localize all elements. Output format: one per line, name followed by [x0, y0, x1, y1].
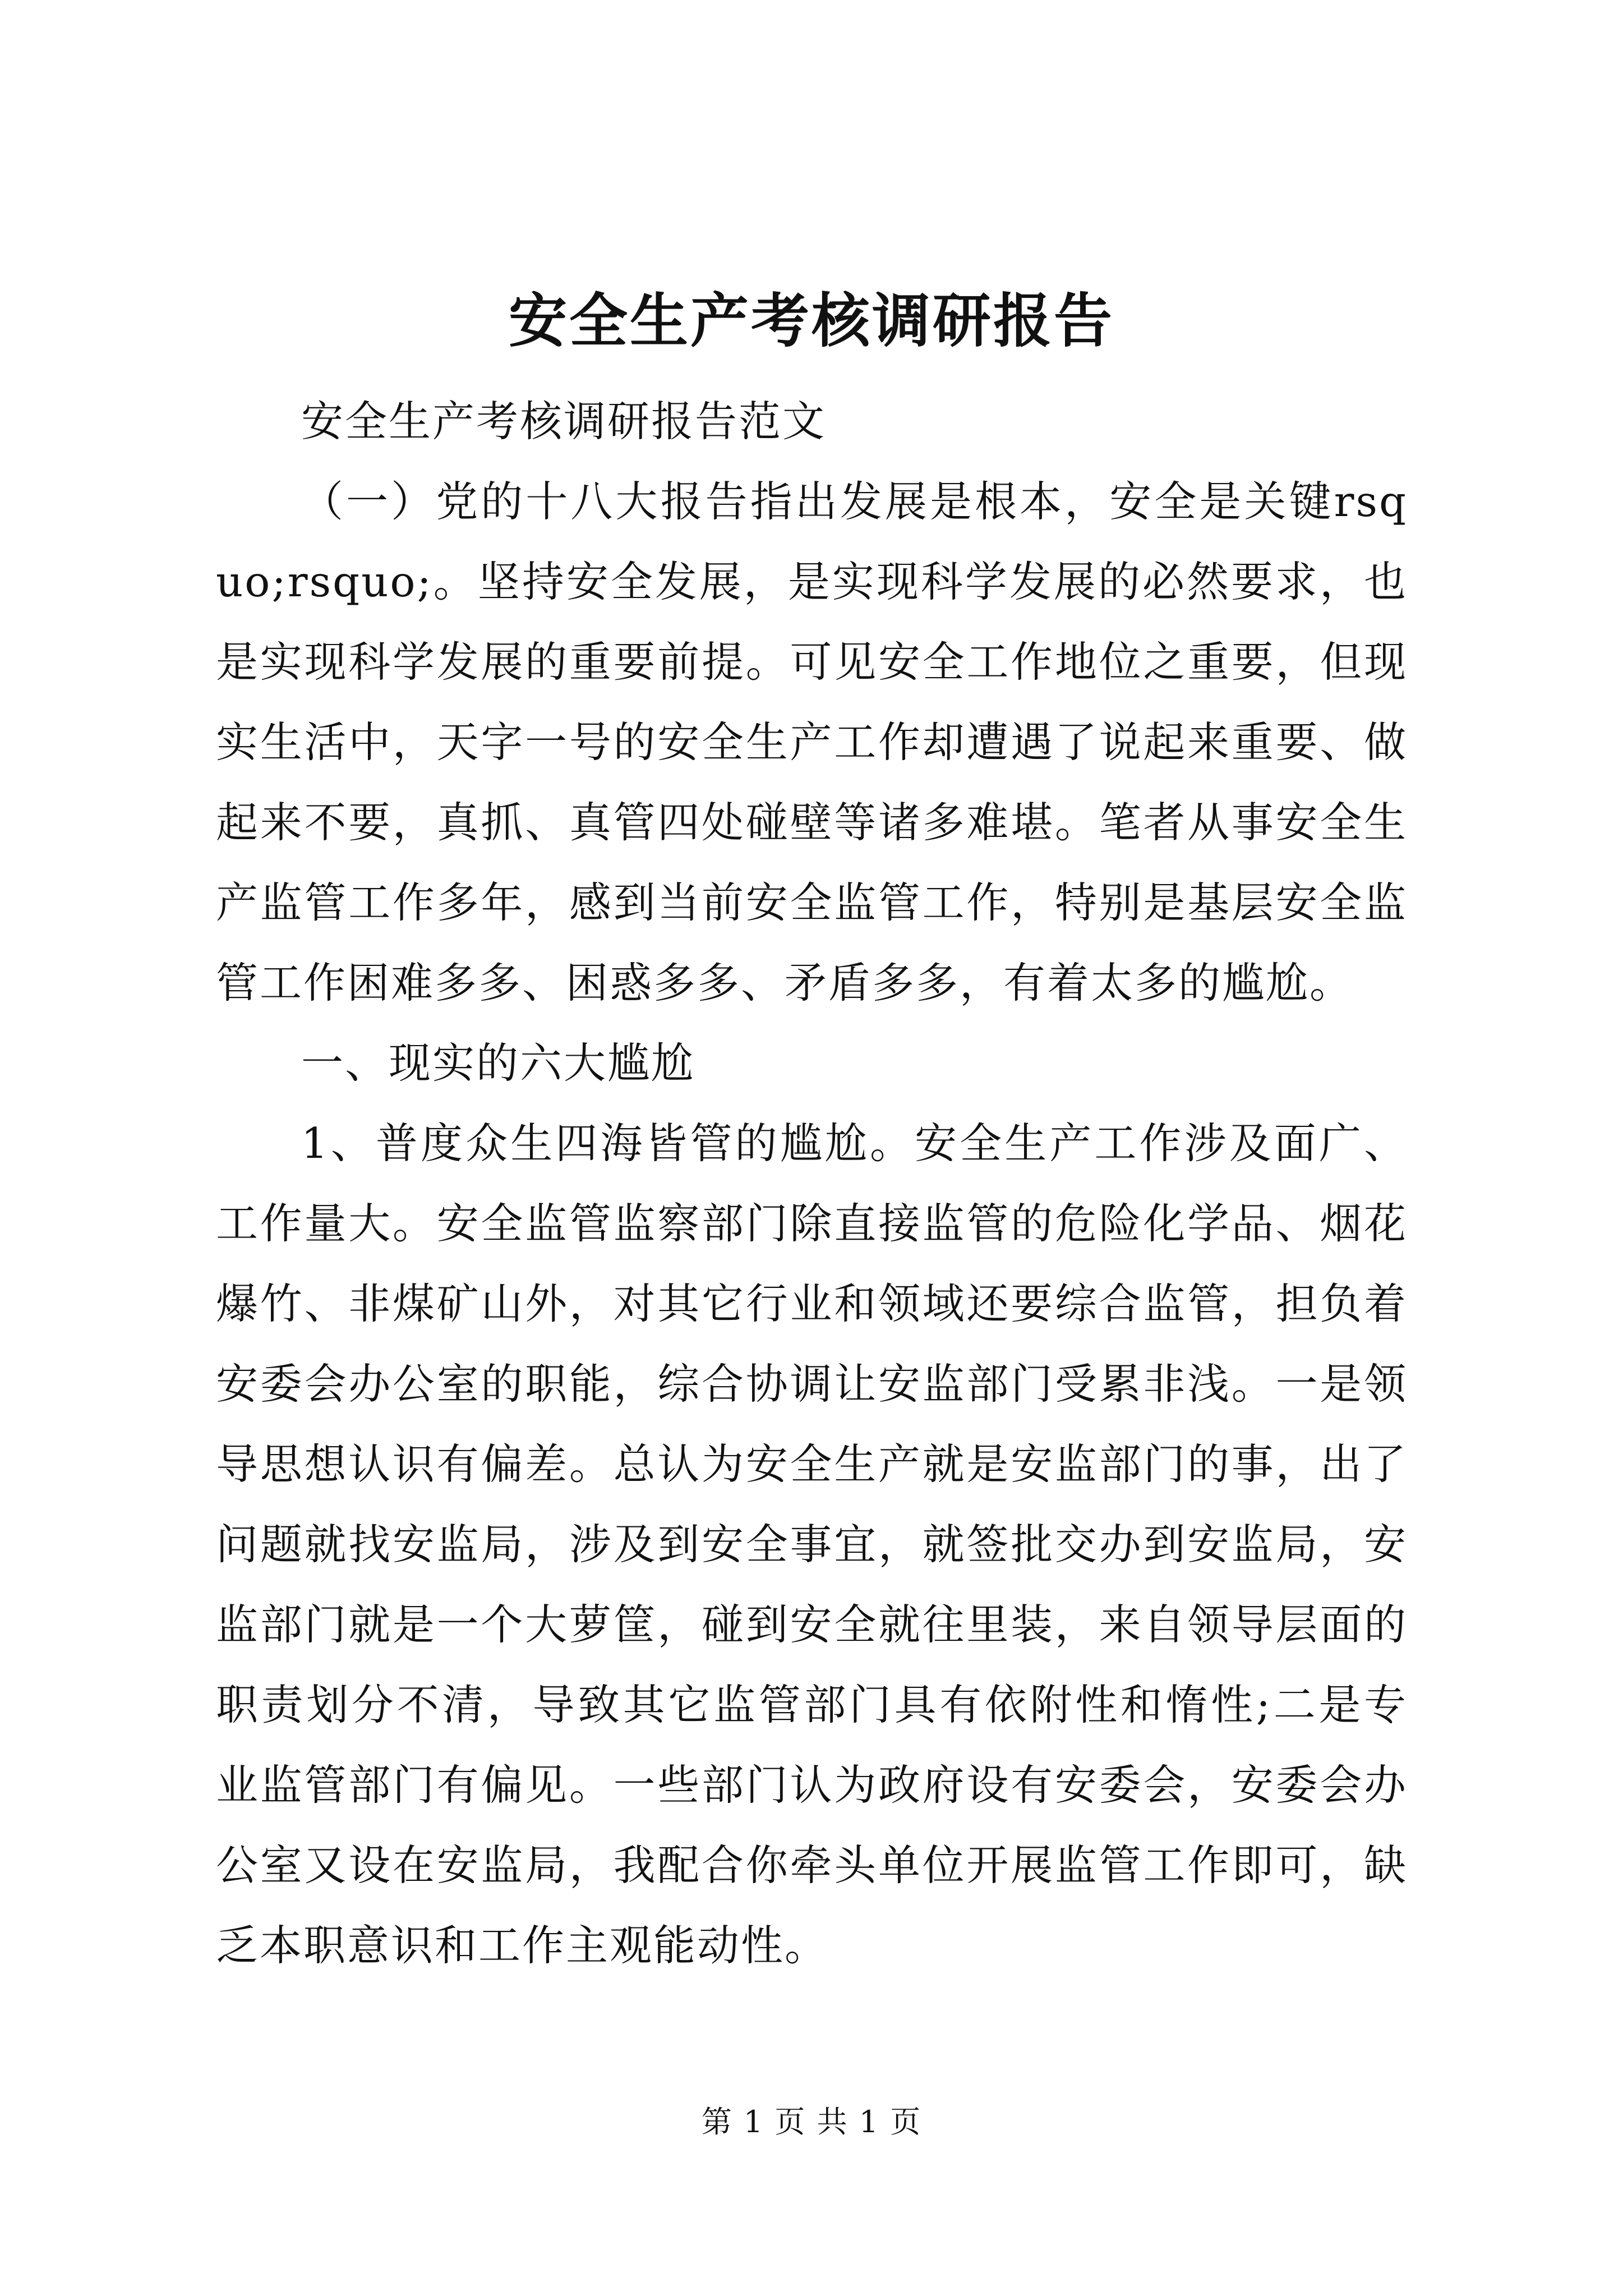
paragraph-intro: （一）党的十八大报告指出发展是根本，安全是关键rsquo;rsquo;。坚持安全发展，是实现科学发展的必然要求，也是实现科学发展的重要前提。可见安全工作地位之重要，但现实生活中，天字一号的安全生产工作却遭遇了说起来重要、做起来不要，真抓、真管四处碰壁等诸多难堪。笔者从事安全生产监管工作多年，感到当前安全监管工作，特别是基层安全监管工作困难多多、困惑多多、矛盾多多，有着太多的尴尬。 — [216, 477, 1408, 1007]
paragraph-section-heading: 一、现实的六大尴尬 — [301, 1038, 695, 1088]
document-title: 安全生产考核调研报告 — [508, 286, 1114, 355]
paragraph-subtitle: 安全生产考核调研报告范文 — [301, 397, 827, 446]
document-body — [216, 381, 1408, 1986]
page-footer: 第 1 页 共 1 页 — [701, 2104, 922, 2139]
paragraph-point-1: 1、普度众生四海皆管的尴尬。安全生产工作涉及面广、工作量大。安全监管监察部门除直接监管的危险化学品、烟花爆竹、非煤矿山外，对其它行业和领域还要综合监管，担负着安委会办公室的职能，综合协调让安监部门受累非浅。一是领导思想认识有偏差。总认为安全生产就是安监部门的事，出了问题就找安监局，涉及到安全事宜，就签批交办到安监局，安监部门就是一个大萝筐，碰到安全就往里装，来自领导层面的职责划分不清，导致其它监管部门具有依附性和惰性;二是专业监管部门有偏见。一些部门认为政府设有安委会，安委会办公室又设在安监局，我配合你牵头单位开展监管工作即可，缺乏本职意识和工作主观能动性。 — [216, 1119, 1408, 1970]
